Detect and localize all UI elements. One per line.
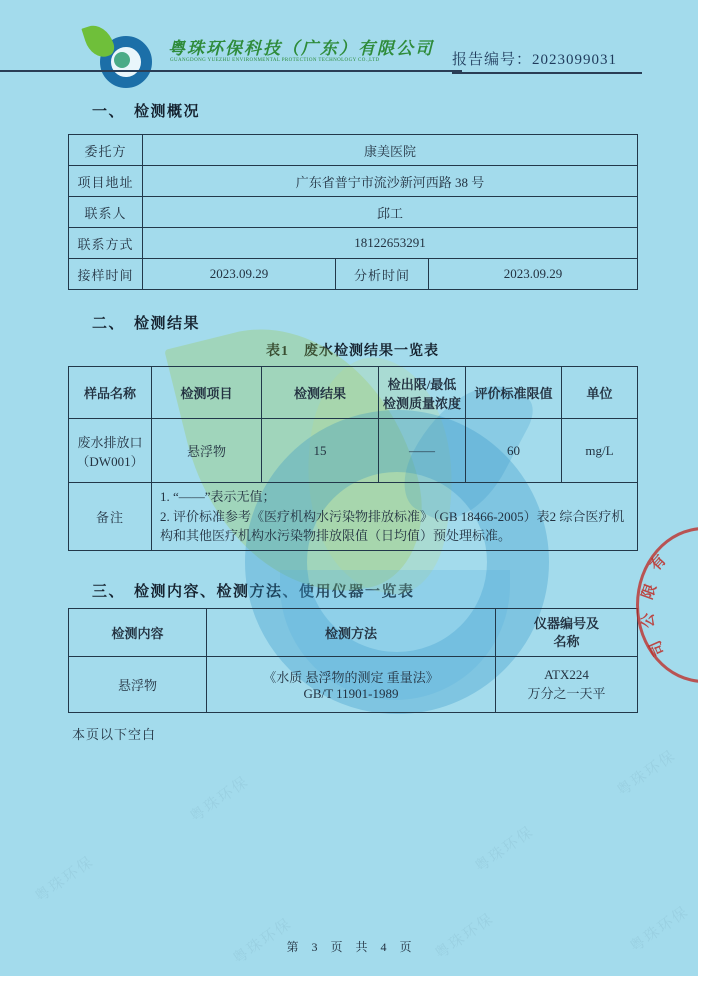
- ghost-watermark: 粤珠环保: [432, 910, 498, 963]
- section3-title: 三、 检测内容、检测方法、使用仪器一览表: [92, 584, 415, 600]
- ghost-watermark: 粤珠环保: [627, 903, 693, 956]
- instrument-line2: 万分之一天平: [527, 686, 606, 701]
- sample-name-line1: 废水排放口: [77, 434, 143, 450]
- table-row: [69, 228, 638, 259]
- header-rule: [0, 70, 462, 72]
- test-item-cell: 悬浮物: [152, 419, 262, 483]
- method-table: [68, 608, 638, 713]
- test-result-cell: 15: [262, 419, 379, 483]
- logo-teal-dot: [114, 52, 130, 68]
- header-test-content: 检测内容: [69, 609, 207, 657]
- company-name-en: GUANGDONG YUEZHU ENVIRONMENTAL PROTECTION TECHNOLOGY CO.,LTD: [170, 58, 380, 63]
- section1-title: 一、 检测概况: [92, 104, 201, 120]
- instrument-line1: ATX224: [544, 667, 589, 682]
- company-logo-icon: [84, 26, 148, 88]
- header-instrument: [496, 609, 638, 657]
- header-instrument-text: 仪器编号及名称: [533, 615, 599, 649]
- test-content-cell: 悬浮物: [69, 657, 207, 713]
- ghost-watermark: 粤珠环保: [614, 747, 680, 800]
- method-line1: 《水质 悬浮物的测定 重量法》: [263, 670, 439, 685]
- page-number: 第 3 页 共 4 页: [286, 940, 417, 954]
- test-method-cell: [207, 657, 496, 713]
- header-standard-limit: 评价标准限值: [466, 367, 562, 419]
- section2-title: 二、 检测结果: [92, 316, 201, 332]
- phone-value: 18122653291: [143, 228, 638, 259]
- detection-limit-cell: ——: [379, 419, 466, 483]
- client-label: 委托方: [69, 135, 143, 166]
- overview-table: [68, 134, 638, 290]
- header-detection-limit: 检出限/最低检测质量浓度: [379, 367, 466, 419]
- seal-char: 公: [640, 612, 658, 629]
- sample-name-cell: [69, 419, 152, 483]
- header-test-item: 检测项目: [152, 367, 262, 419]
- report-number-label: 报告编号：: [452, 52, 533, 68]
- instrument-cell: [496, 657, 638, 713]
- sampling-time-label: 接样时间: [69, 259, 143, 290]
- remark-label: 备注: [69, 483, 152, 551]
- seal-char: 限: [639, 582, 661, 602]
- results-header-row: [69, 367, 638, 419]
- report-number-value: 2023099031: [532, 52, 618, 68]
- results-table: [68, 366, 638, 551]
- method-header-row: [69, 609, 638, 657]
- contact-value: 邱工: [143, 197, 638, 228]
- standard-limit-cell: 60: [466, 419, 562, 483]
- contact-label: 联系人: [69, 197, 143, 228]
- remark-content: [152, 483, 638, 551]
- results-table-caption: 表1 废水检测结果一览表: [266, 344, 439, 359]
- client-value: 康美医院: [143, 135, 638, 166]
- analysis-time-label: 分析时间: [336, 259, 429, 290]
- table-row: [69, 259, 638, 290]
- header-unit: 单位: [562, 367, 638, 419]
- header-sample-name: 样品名称: [69, 367, 152, 419]
- below-blank-note: 本页以下空白: [72, 727, 157, 742]
- seal-char: 有: [647, 552, 670, 575]
- company-name-cn: 粤珠环保科技（广东）有限公司: [168, 39, 434, 58]
- company-seal-stamp: [636, 527, 698, 683]
- ghost-watermark: 粤珠环保: [230, 915, 296, 968]
- address-label: 项目地址: [69, 166, 143, 197]
- remark-line2: 2. 评价标准参考《医疗机构水污染物排放标准》（GB 18466-2005）表2 综合医疗机构和其他医疗机构水污染物排放限值（日均值）预处理标准。: [160, 508, 625, 544]
- remark-line1: 1. “——”表示无值；: [160, 489, 276, 505]
- analysis-time-value: 2023.09.29: [429, 259, 638, 290]
- seal-char: 司: [647, 637, 669, 659]
- ghost-watermark: 粤珠环保: [187, 773, 253, 826]
- ghost-watermark: 粤珠环保: [472, 823, 538, 876]
- header-test-method: 检测方法: [207, 609, 496, 657]
- table-row: [69, 166, 638, 197]
- remark-row: [69, 483, 638, 551]
- unit-cell: mg/L: [562, 419, 638, 483]
- results-data-row: [69, 419, 638, 483]
- header-test-result: 检测结果: [262, 367, 379, 419]
- method-line2: GB/T 11901-1989: [303, 686, 399, 701]
- table-row: [69, 135, 638, 166]
- ghost-watermark: 粤珠环保: [32, 853, 98, 906]
- sample-name-line2: （DW001）: [76, 453, 144, 469]
- sampling-time-value: 2023.09.29: [143, 259, 336, 290]
- phone-label: 联系方式: [69, 228, 143, 259]
- report-number: [452, 48, 642, 74]
- method-data-row: [69, 657, 638, 713]
- address-value: 广东省普宁市流沙新河西路 38 号: [143, 166, 638, 197]
- table-row: [69, 197, 638, 228]
